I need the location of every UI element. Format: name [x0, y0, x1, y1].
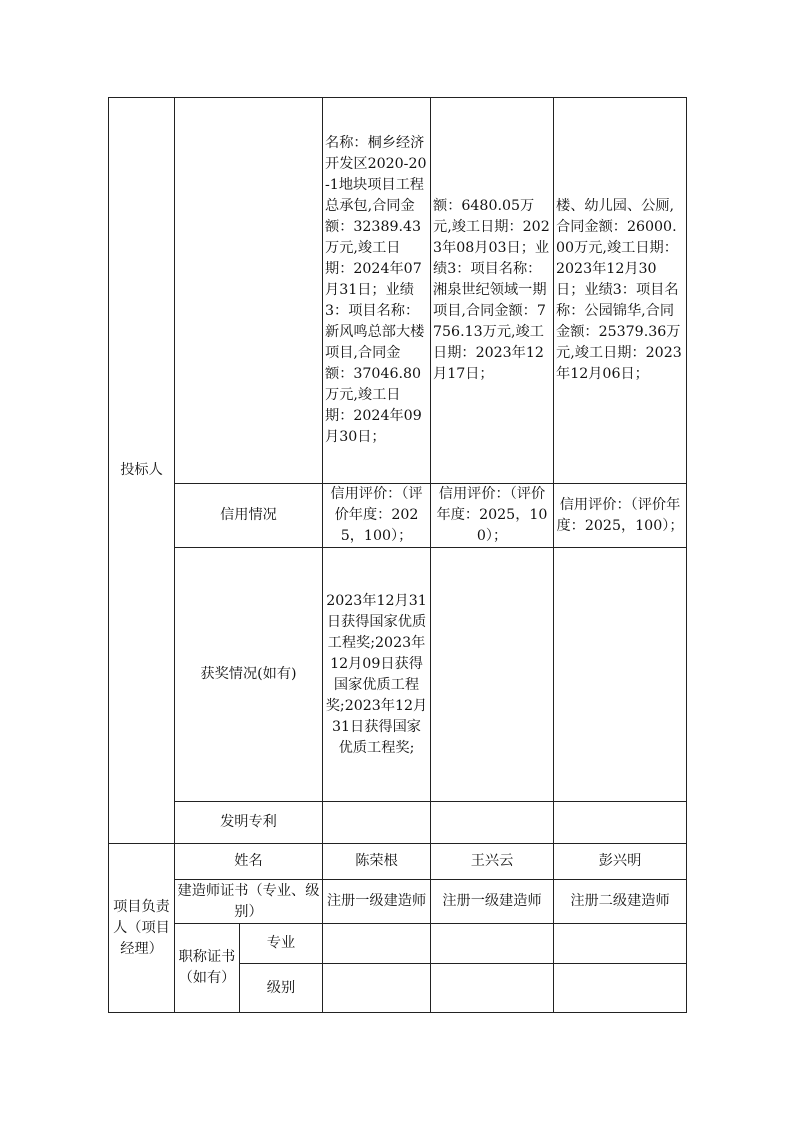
performance-cell-3: 楼、幼儿园、公厕,合同金额：26000.00万元,竣工日期：2023年12月30日；业绩3：项目名称：公园锦华,合同金额：25379.36万元,竣工日期：2023年12月06日；: [554, 98, 687, 484]
level-cell-3: [554, 964, 687, 1013]
performance-cell-1: 名称：桐乡经济开发区2020-20-1地块项目工程总承包,合同金额：32389.43万元,竣工日期：2024年07月31日；业绩3：项目名称：新风鸣总部大楼项目,合同金额：37046.80万元,竣工日期：2024年09月30日；: [323, 98, 431, 484]
certificate-label: 建造师证书（专业、级别）: [175, 880, 323, 924]
name-cell-2: 王兴云: [431, 844, 554, 880]
name-label: 姓名: [175, 844, 323, 880]
certificate-cell-3: 注册二级建造师: [554, 880, 687, 924]
bid-evaluation-table: [108, 97, 687, 1013]
name-row: [109, 844, 687, 880]
credit-cell-2: 信用评价：（评价年度：2025，100）；: [431, 484, 554, 548]
patent-label: 发明专利: [175, 802, 323, 844]
name-cell-1: 陈荣根: [323, 844, 431, 880]
level-cell-1: [323, 964, 431, 1013]
awards-cell-1: 2023年12月31日获得国家优质工程奖;2023年12月09日获得国家优质工程奖;2023年12月31日获得国家优质工程奖;: [323, 548, 431, 802]
title-certificate-label: 职称证书（如有）: [175, 924, 240, 1013]
awards-cell-2: [431, 548, 554, 802]
project-manager-label: 项目负责人（项目经理）: [109, 844, 175, 1013]
specialty-cell-3: [554, 924, 687, 964]
certificate-row: [109, 880, 687, 924]
awards-cell-3: [554, 548, 687, 802]
credit-label: 信用情况: [175, 484, 323, 548]
performance-row: [109, 98, 687, 484]
patent-cell-3: [554, 802, 687, 844]
certificate-cell-2: 注册一级建造师: [431, 880, 554, 924]
specialty-row: [109, 924, 687, 964]
name-cell-3: 彭兴明: [554, 844, 687, 880]
specialty-label: 专业: [240, 924, 323, 964]
performance-cell-2: 额：6480.05万元,竣工日期：2023年08月03日；业绩3：项目名称：湘泉世纪领域一期项目,合同金额：7756.13万元,竣工日期：2023年12月17日；: [431, 98, 554, 484]
specialty-cell-2: [431, 924, 554, 964]
certificate-cell-1: 注册一级建造师: [323, 880, 431, 924]
awards-label: 获奖情况(如有): [175, 548, 323, 802]
bidder-label: 投标人: [109, 98, 175, 844]
performance-label-cell: [175, 98, 323, 484]
patent-cell-2: [431, 802, 554, 844]
level-cell-2: [431, 964, 554, 1013]
awards-row: [109, 548, 687, 802]
credit-cell-1: 信用评价：（评价年度：2025，100）；: [323, 484, 431, 548]
patent-cell-1: [323, 802, 431, 844]
level-label: 级别: [240, 964, 323, 1013]
patent-row: [109, 802, 687, 844]
credit-cell-3: 信用评价：（评价年度：2025，100）；: [554, 484, 687, 548]
credit-row: [109, 484, 687, 548]
specialty-cell-1: [323, 924, 431, 964]
